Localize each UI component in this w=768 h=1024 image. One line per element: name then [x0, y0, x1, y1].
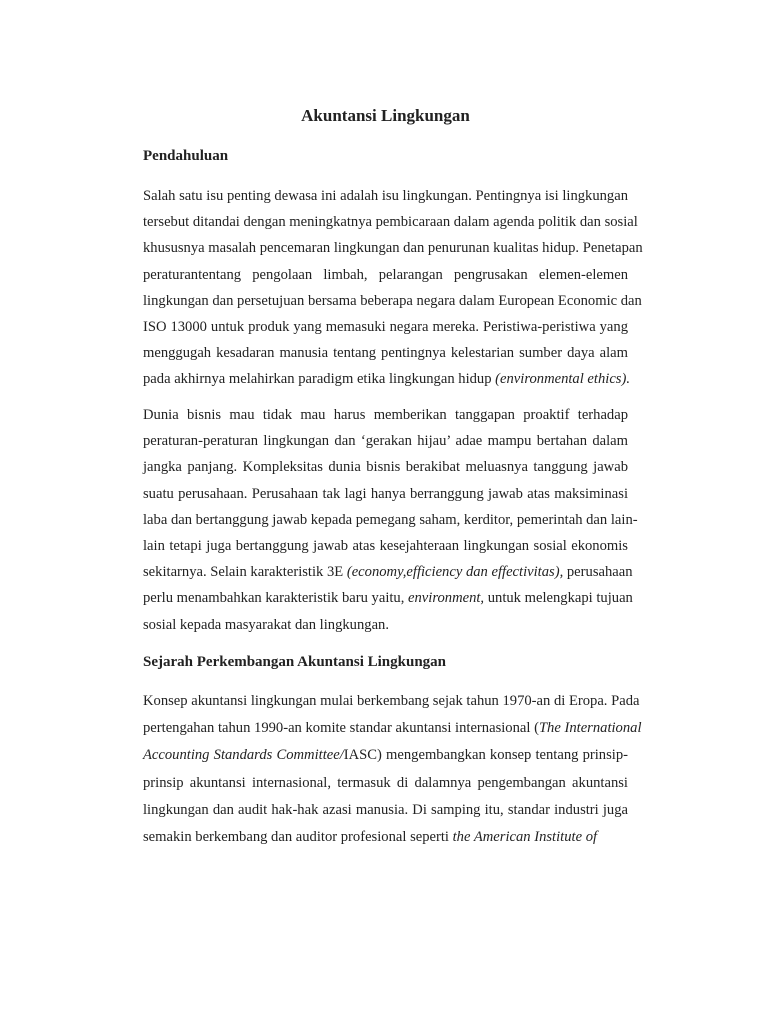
text: tersebut ditandai dengan meningkatnya pembicaraan dalam agenda politik dan sosial — [143, 214, 638, 231]
italic-text: environment, — [408, 590, 485, 607]
text: perlu menambahkan karakteristik baru yaitu, — [143, 590, 409, 607]
text-line — [143, 770, 628, 797]
text-line — [143, 402, 628, 428]
text-line — [143, 824, 628, 851]
text: menggugah kesadaran manusia tentang pentingnya kelestarian sumber daya alam — [143, 345, 628, 362]
text: jangka panjang. Kompleksitas dunia bisnis berakibat meluasnya tanggung jawab — [143, 459, 628, 476]
text: sosial kepada masyarakat dan lingkungan. — [143, 616, 389, 633]
text: peraturantentang pengolaan limbah, pelarangan pengrusakan elemen-elemen — [143, 266, 628, 283]
text-line — [143, 288, 642, 314]
text: suatu perusahaan. Perusahaan tak lagi hanya berranggung jawab atas maksiminasi — [143, 485, 628, 502]
text-line — [143, 235, 643, 261]
text: khususnya masalah pencemaran lingkungan dan penurunan kualitas hidup. Penetapan — [143, 240, 643, 257]
text-line — [143, 428, 628, 454]
text-line — [143, 314, 628, 340]
section-heading-sejarah: Sejarah Perkembangan Akuntansi Lingkungan — [143, 654, 447, 670]
text: ISO 13000 untuk produk yang memasuki negara mereka. Peristiwa-peristiwa yang — [143, 318, 628, 335]
text: IASC) mengembangkan konsep tentang prinsip- — [343, 747, 628, 764]
text: sekitarnya. Selain karakteristik 3E — [143, 564, 347, 581]
text-line — [143, 454, 628, 480]
text-line — [143, 209, 638, 235]
text: prinsip akuntansi internasional, termasuk di dalamnya pengembangan akuntansi — [143, 774, 628, 791]
italic-text: The International — [538, 720, 642, 737]
text-line — [143, 183, 628, 209]
text: Dunia bisnis mau tidak mau harus memberikan tanggapan proaktif terhadap — [143, 407, 628, 423]
text: peraturan-peraturan lingkungan dan ‘gerakan hijau’ adae mampu bertahan dalam — [143, 433, 628, 450]
text-line — [143, 507, 638, 533]
text-line — [143, 612, 628, 638]
text: untuk melengkapi tujuan — [484, 590, 633, 607]
text: lingkungan dan persetujuan bersama beberapa negara dalam European Economic dan — [143, 292, 642, 309]
italic-text: Accounting Standards Committee/ — [143, 747, 344, 764]
text: Salah satu isu penting dewasa ini adalah isu lingkungan. Pentingnya isi lingkungan — [143, 188, 628, 204]
text-line — [143, 262, 628, 288]
text-line — [143, 585, 633, 611]
text: lingkungan dan audit hak-hak azasi manusia. Di samping itu, standar industri juga — [143, 801, 628, 818]
text: Konsep akuntansi lingkungan mulai berkembang sejak tahun 1970-an di Eropa. Pada — [143, 693, 640, 709]
paragraph — [143, 183, 643, 393]
text-line — [143, 340, 628, 366]
text: pada akhirnya melahirkan paradigm etika lingkungan hidup — [143, 371, 496, 388]
document-title: Akuntansi Lingkungan — [301, 106, 470, 125]
text-line — [143, 481, 628, 507]
text-line — [143, 715, 642, 742]
text-line — [143, 742, 628, 769]
text: laba dan bertanggung jawab kepada pemegang saham, kerditor, pemerintah dan lain- — [143, 511, 638, 528]
italic-text: (economy,efficiency dan effectivitas), — [346, 564, 564, 581]
paragraph — [143, 402, 638, 638]
text-line — [143, 797, 628, 824]
text: semakin berkembang dan auditor profesional seperti — [143, 828, 453, 845]
italic-text: the American Institute of — [452, 828, 598, 845]
italic-text: (environmental ethics). — [495, 371, 630, 388]
text-line — [143, 533, 628, 559]
section-heading-pendahuluan: Pendahuluan — [143, 148, 229, 164]
text-line — [143, 366, 628, 392]
text: pertengahan tahun 1990-an komite standar akuntansi internasional ( — [143, 720, 539, 737]
text: lain tetapi juga bertanggung jawab atas kesejahteraan lingkungan sosial ekonomis — [143, 537, 628, 554]
text-line — [143, 688, 640, 715]
text-line — [143, 559, 633, 585]
text: perusahaan — [563, 564, 633, 581]
paragraph — [143, 688, 642, 851]
